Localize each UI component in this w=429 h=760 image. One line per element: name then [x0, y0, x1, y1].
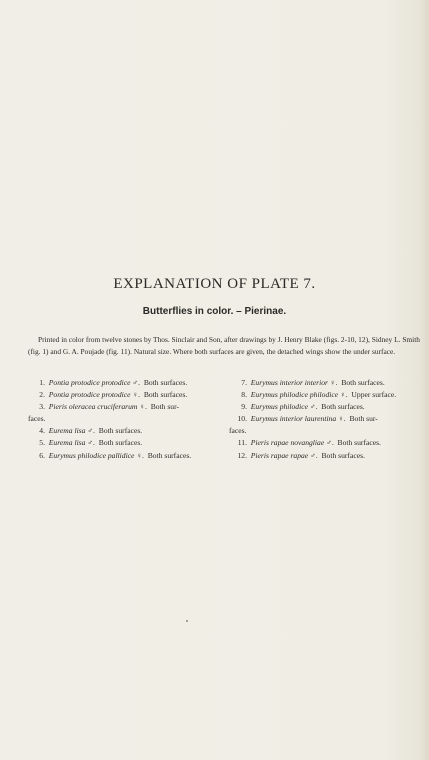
sex-symbol: ♂: [310, 450, 316, 460]
figure-entry: 8. Eurymus philodice philodice ♀. Upper surface.: [229, 389, 422, 401]
figure-number: 9.: [241, 402, 247, 412]
figure-description: Both surfaces.: [321, 402, 365, 412]
sex-symbol: ♀: [139, 402, 145, 412]
plate-title: EXPLANATION OF PLATE 7.: [113, 276, 316, 292]
figure-number: 11.: [237, 438, 247, 448]
figure-number: 12.: [237, 450, 247, 460]
figure-description-continued: faces.: [28, 414, 46, 424]
figure-entry: 12. Pieris rapae rapae ♂. Both surfaces.: [229, 450, 422, 462]
species-name: Pontia protodice protodice: [48, 378, 131, 387]
sex-symbol: ♂: [326, 438, 332, 448]
figure-description: Both surfaces.: [147, 450, 192, 460]
figure-description: Both surfaces.: [341, 378, 385, 387]
figure-description: Both sur-: [150, 402, 180, 412]
sex-symbol: ♀: [340, 390, 346, 400]
figure-entry: 5. Eurema lisa ♂. Both surfaces.: [28, 437, 218, 449]
figure-number: 4.: [39, 426, 45, 436]
figure-description: Upper surface.: [351, 390, 397, 400]
figure-list-left: [28, 377, 218, 462]
plate-subtitle: Butterflies in color. – Pierinae.: [142, 306, 287, 317]
figure-entry: 4. Eurema lisa ♂. Both surfaces.: [28, 425, 218, 437]
figure-list-right: [229, 377, 422, 462]
sex-symbol: ♀: [132, 390, 139, 400]
figure-number: 3.: [39, 402, 45, 412]
sex-symbol: ♂: [87, 438, 94, 448]
sex-symbol: ♀: [338, 414, 344, 424]
figure-description: Both surfaces.: [143, 378, 188, 387]
sex-symbol: ♂: [132, 378, 139, 387]
sex-symbol: ♂: [309, 402, 316, 412]
sex-symbol: ♀: [136, 450, 143, 460]
sex-symbol: ♀: [329, 378, 336, 387]
figure-description: Both surfaces.: [98, 426, 143, 436]
intro-paragraph: [28, 334, 420, 358]
figure-entry: 10. Eurymus interior laurentina ♀. Both sur- faces.: [229, 413, 422, 437]
species-name: Eurymus philodice philodice: [250, 390, 339, 400]
figure-number: 8.: [241, 390, 247, 400]
figure-entry: 11. Pieris rapae novangliae ♂. Both surfaces.: [229, 437, 422, 449]
figure-number: 10.: [237, 414, 247, 424]
species-name: Pieris oleracea cruciferarum: [48, 402, 138, 412]
figure-number: 5.: [39, 438, 45, 448]
figure-number: 7.: [241, 378, 247, 387]
figure-entry: 6. Eurymus philodice pallidice ♀. Both surfaces.: [28, 450, 218, 462]
species-name: Eurymus philodice pallidice: [48, 450, 135, 460]
species-name: Eurymus philodice: [250, 402, 308, 412]
figure-number: 2.: [39, 390, 45, 400]
paper-speck: [186, 620, 188, 622]
species-name: Pieris rapae novangliae: [250, 438, 325, 448]
sex-symbol: ♂: [87, 426, 94, 436]
intro-text: Printed in color from twelve stones by Thos. Sinclair and Son, after drawings by J. Henry Blake (figs. 2-10, 12), Sidney L. Smith (fig. 1) and G. A. Poujade (fig. 11). Natural size. Where both surfaces are given, the detached wings show the under surface.: [28, 335, 420, 356]
figure-description: Both surfaces.: [321, 450, 365, 460]
figure-entry: 9. Eurymus philodice ♂. Both surfaces.: [229, 401, 422, 413]
figure-entry: 3. Pieris oleracea cruciferarum ♀. Both sur- faces.: [28, 401, 218, 425]
figure-description: Both surfaces.: [98, 438, 143, 448]
figure-description-continued: faces.: [229, 426, 247, 436]
species-name: Eurymus interior interior: [250, 378, 328, 387]
figure-entry: 1. Pontia protodice protodice ♂. Both surfaces.: [28, 377, 218, 389]
figure-number: 1.: [39, 378, 45, 387]
species-name: Eurema lisa: [48, 438, 86, 448]
figure-description: Both surfaces.: [337, 438, 381, 448]
species-name: Pieris rapae rapae: [250, 450, 309, 460]
figure-description: Both sur-: [349, 414, 378, 424]
figure-description: Both surfaces.: [143, 390, 188, 400]
species-name: Eurymus interior laurentina: [250, 414, 337, 424]
species-name: Pontia protodice protodice: [48, 390, 131, 400]
figure-entry: 2. Pontia protodice protodice ♀. Both surfaces.: [28, 389, 218, 401]
species-name: Eurema lisa: [48, 426, 86, 436]
figure-entry: 7. Eurymus interior interior ♀. Both surfaces.: [229, 377, 422, 389]
figure-number: 6.: [39, 450, 45, 460]
